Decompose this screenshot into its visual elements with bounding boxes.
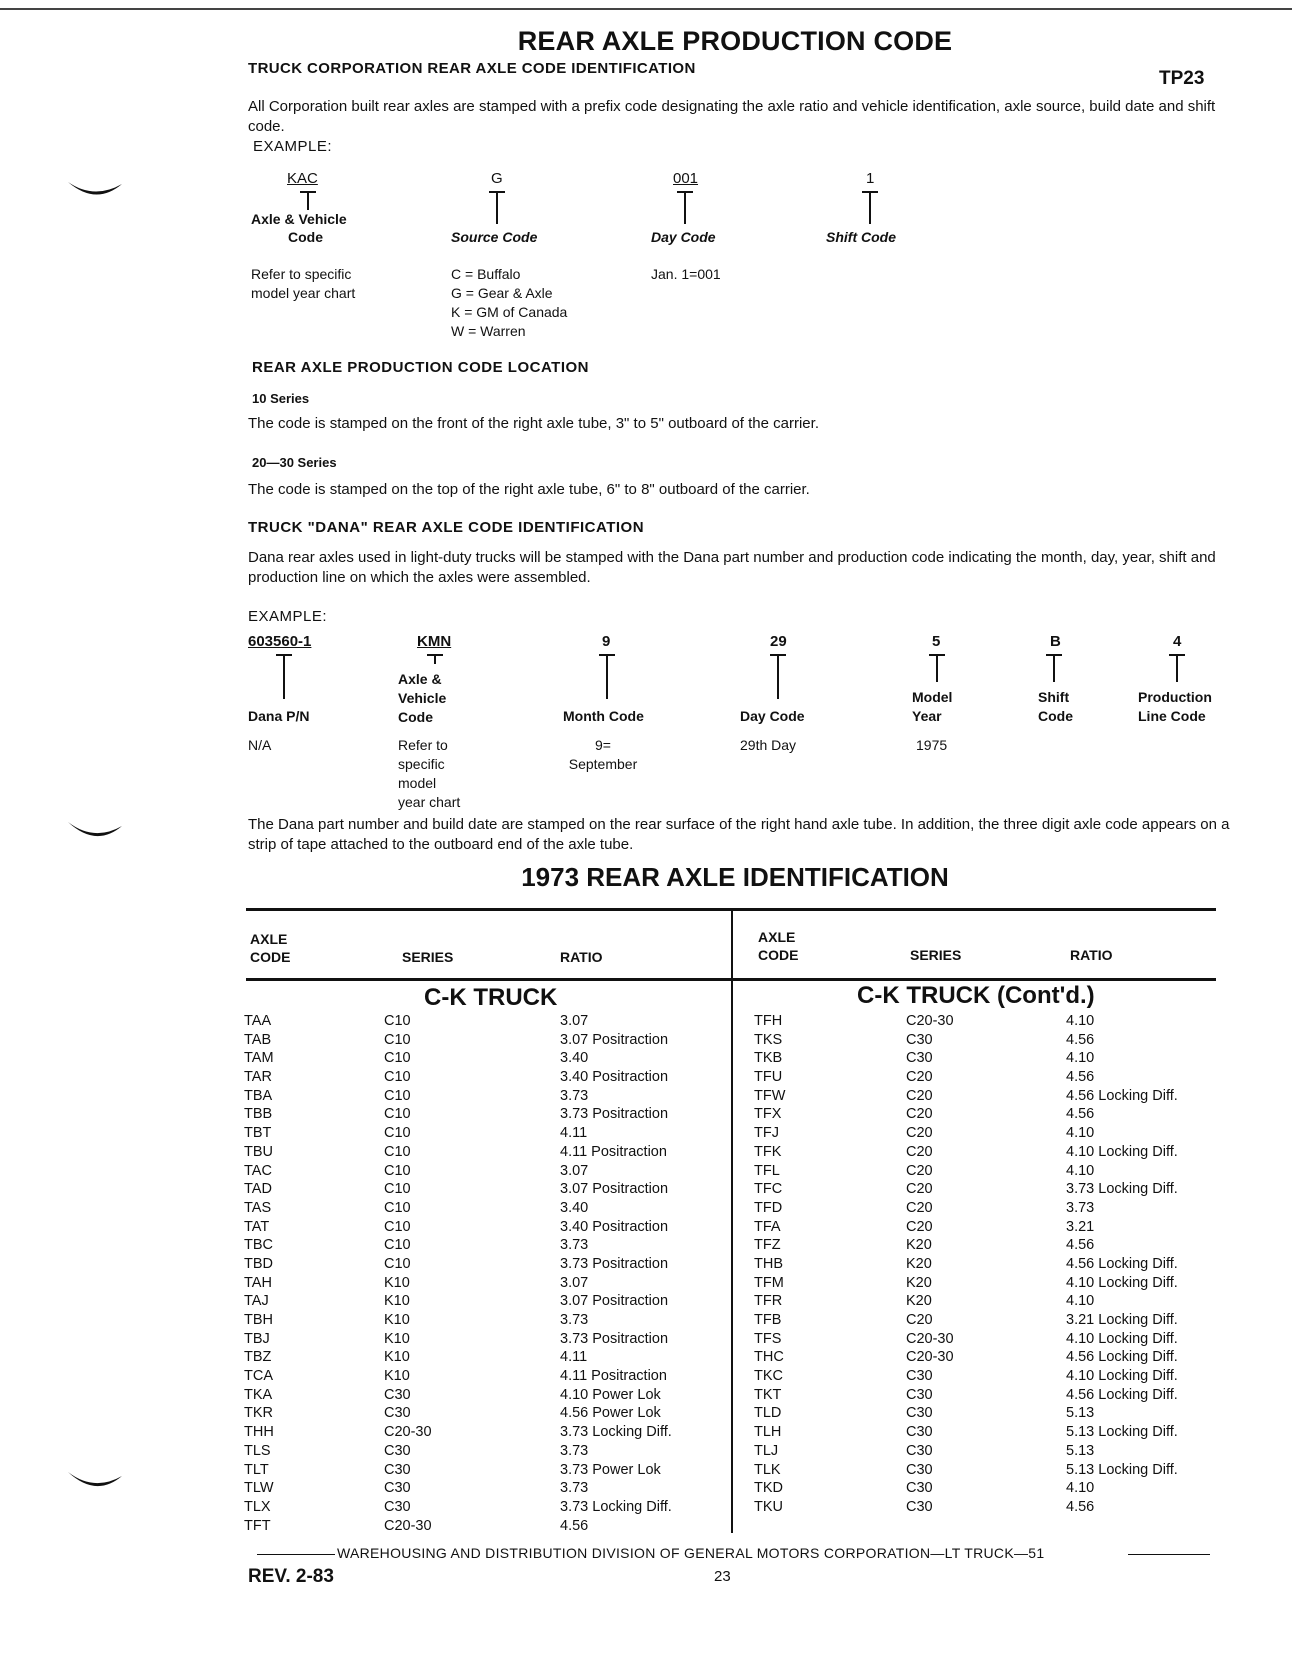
- table-row: [244, 1012, 730, 1031]
- ratio-cell: 3.73: [560, 1442, 589, 1459]
- dana-pn-label: Dana P/N: [248, 708, 310, 724]
- ratio-cell: 3.21 Locking Diff.: [1066, 1312, 1178, 1328]
- right-table-body: [750, 1012, 1220, 1517]
- dana-model-value: 1975: [916, 737, 948, 753]
- table-row: [750, 1386, 1220, 1405]
- source-code-example: G: [491, 170, 503, 187]
- table-row: [244, 1330, 730, 1349]
- dana-month-value: 9= September: [568, 737, 638, 772]
- series-cell: C10: [384, 1125, 411, 1142]
- table-row: [244, 1292, 730, 1311]
- series-cell: C20: [906, 1312, 933, 1328]
- axle-code-cell: TLH: [754, 1424, 782, 1441]
- dana-line-label: Production Line Code: [1138, 689, 1212, 724]
- table-row: [750, 1367, 1220, 1386]
- table-row: [244, 1311, 730, 1330]
- ratio-cell: 4.10 Locking Diff.: [1066, 1368, 1178, 1385]
- series-cell: C30: [906, 1424, 933, 1441]
- series-cell: C30: [384, 1405, 411, 1422]
- shift-code-label: Shift Code: [826, 229, 896, 245]
- table-row: [244, 1517, 730, 1536]
- axle-code-cell: THC: [754, 1349, 784, 1366]
- ratio-cell: 4.10: [1066, 1013, 1095, 1029]
- axle-code-cell: TFB: [754, 1312, 782, 1328]
- series-cell: K20: [906, 1274, 932, 1291]
- axle-code-cell: TFT: [244, 1517, 271, 1534]
- axle-code-cell: TFZ: [754, 1237, 781, 1254]
- series-cell: C20-30: [906, 1013, 954, 1029]
- axle-code-cell: TKD: [754, 1480, 783, 1497]
- series-cell: C10: [384, 1106, 411, 1123]
- table-row: [750, 1087, 1220, 1106]
- axle-code-cell: TLW: [244, 1480, 274, 1497]
- dana-day-label: Day Code: [740, 708, 805, 724]
- dana-day-value: 29th Day: [740, 737, 797, 753]
- table-row: [244, 1124, 730, 1143]
- axle-code-cell: TFR: [754, 1293, 783, 1310]
- dana-pn-value: N/A: [248, 737, 272, 753]
- series-cell: C20: [906, 1125, 933, 1142]
- axle-code-cell: TFU: [754, 1069, 783, 1086]
- dana-pn-code: 603560-1: [248, 633, 312, 650]
- table-row: [244, 1404, 730, 1423]
- col-axle-code-right: AXLE CODE: [758, 929, 799, 963]
- series-cell: C30: [906, 1031, 933, 1048]
- table-row: [750, 1199, 1220, 1218]
- ratio-cell: 4.10 Power Lok: [560, 1386, 661, 1403]
- ratio-cell: 4.56 Locking Diff.: [1066, 1349, 1178, 1366]
- ratio-cell: 4.10: [1066, 1050, 1095, 1067]
- ratio-cell: 4.11 Positraction: [560, 1368, 667, 1385]
- table-row: [244, 1218, 730, 1237]
- series-cell: K20: [906, 1237, 932, 1254]
- axle-code-cell: TFW: [754, 1087, 786, 1104]
- axle-code-cell: TFJ: [754, 1125, 779, 1142]
- ratio-cell: 3.07: [560, 1274, 589, 1291]
- series-cell: C30: [906, 1480, 933, 1497]
- dana-day-code: 29: [770, 633, 787, 650]
- axle-code-cell: TFK: [754, 1143, 782, 1160]
- ratio-cell: 3.73 Power Lok: [560, 1461, 661, 1478]
- table-row: [750, 1311, 1220, 1330]
- series-cell: C20-30: [384, 1517, 432, 1534]
- dana-axle-code: KMN: [417, 633, 452, 650]
- ratio-cell: 5.13 Locking Diff.: [1066, 1461, 1178, 1478]
- table-row: [244, 1367, 730, 1386]
- day-value: Jan. 1=001: [651, 266, 721, 282]
- ratio-cell: 3.73: [560, 1480, 589, 1497]
- series-cell: C30: [384, 1461, 411, 1478]
- table-row: [750, 1461, 1220, 1480]
- axle-code-cell: TKS: [754, 1031, 783, 1048]
- series-10-heading: 10 Series: [252, 391, 310, 406]
- ratio-cell: 3.73: [560, 1312, 589, 1328]
- ratio-cell: 5.13 Locking Diff.: [1066, 1424, 1178, 1441]
- ratio-cell: 3.73: [560, 1237, 589, 1254]
- series-10-text: The code is stamped on the front of the right axle tube, 3" to 5" outboard of the carrier.: [248, 415, 819, 432]
- ratio-cell: 4.56: [1066, 1498, 1095, 1515]
- axle-code-cell: TFD: [754, 1199, 783, 1216]
- table-row: [750, 1442, 1220, 1461]
- ratio-cell: 3.73: [1066, 1199, 1095, 1216]
- series-cell: C20: [906, 1199, 933, 1216]
- axle-code-cell: TBJ: [244, 1330, 270, 1347]
- ratio-cell: 3.07: [560, 1013, 589, 1029]
- col-series-left: SERIES: [402, 949, 454, 965]
- ratio-cell: 4.10: [1066, 1293, 1095, 1310]
- series-cell: C30: [906, 1386, 933, 1403]
- series-cell: C10: [384, 1162, 411, 1179]
- ratio-cell: 3.21: [1066, 1218, 1095, 1235]
- axle-code-cell: TLT: [244, 1461, 269, 1478]
- ratio-cell: 3.40: [560, 1050, 589, 1067]
- ratio-cell: 4.10: [1066, 1162, 1095, 1179]
- axle-code-cell: TKT: [754, 1386, 782, 1403]
- table-row: [244, 1162, 730, 1181]
- ratio-cell: 4.56: [1066, 1069, 1095, 1086]
- dana-axle-value: Refer to specific model year chart: [398, 737, 461, 810]
- series-2030-heading: 20—30 Series: [252, 455, 337, 470]
- ratio-cell: 4.56: [1066, 1106, 1095, 1123]
- ratio-cell: 4.56 Locking Diff.: [1066, 1087, 1178, 1104]
- table-row: [244, 1143, 730, 1162]
- series-cell: C30: [906, 1461, 933, 1478]
- table-title: 1973 REAR AXLE IDENTIFICATION: [521, 862, 949, 892]
- example-label: EXAMPLE:: [253, 138, 333, 155]
- series-cell: C30: [906, 1368, 933, 1385]
- ratio-cell: 3.07: [560, 1162, 589, 1179]
- table-row: [750, 1218, 1220, 1237]
- series-cell: C10: [384, 1031, 411, 1048]
- axle-code-cell: TAT: [244, 1218, 270, 1235]
- axle-code-cell: TFM: [754, 1274, 784, 1291]
- axle-code-cell: TFX: [754, 1106, 782, 1123]
- ratio-cell: 4.10: [1066, 1125, 1095, 1142]
- table-row: [244, 1105, 730, 1124]
- series-cell: C30: [906, 1050, 933, 1067]
- axle-code-cell: TFC: [754, 1181, 783, 1198]
- series-cell: K10: [384, 1293, 410, 1310]
- ratio-cell: 3.73 Locking Diff.: [1066, 1181, 1178, 1198]
- axle-code-cell: TBT: [244, 1125, 272, 1142]
- table-row: [244, 1031, 730, 1050]
- series-cell: C20: [906, 1143, 933, 1160]
- dana-note: The Dana part number and build date are stamped on the rear surface of the right hand axle tube. In addition, the three digit axle code appears on a strip of tape attached to the outboard end of the axle tube.: [248, 816, 1230, 853]
- ratio-cell: 3.07 Positraction: [560, 1181, 669, 1198]
- series-cell: C10: [384, 1013, 411, 1029]
- ratio-cell: 3.73 Locking Diff.: [560, 1498, 672, 1515]
- series-cell: C10: [384, 1199, 411, 1216]
- table-row: [244, 1498, 730, 1517]
- series-cell: C10: [384, 1143, 411, 1160]
- axle-code-cell: THB: [754, 1255, 783, 1272]
- series-cell: K10: [384, 1330, 410, 1347]
- series-cell: C30: [906, 1498, 933, 1515]
- series-cell: C30: [906, 1442, 933, 1459]
- table-row: [750, 1068, 1220, 1087]
- table-row: [750, 1143, 1220, 1162]
- table-row: [750, 1049, 1220, 1068]
- dana-month-label: Month Code: [563, 708, 644, 724]
- ratio-cell: 3.73 Positraction: [560, 1106, 669, 1123]
- axle-code-cell: TKA: [244, 1386, 273, 1403]
- series-cell: C10: [384, 1181, 411, 1198]
- table-row: [750, 1423, 1220, 1442]
- ratio-cell: 5.13: [1066, 1405, 1095, 1422]
- ratio-cell: 3.07 Positraction: [560, 1031, 669, 1048]
- intro-paragraph: All Corporation built rear axles are stamped with a prefix code designating the axle ratio and vehicle identification, axle source, build date and shift code.: [248, 98, 1216, 135]
- axle-code-cell: TLK: [754, 1461, 781, 1478]
- series-cell: C10: [384, 1218, 411, 1235]
- series-2030-text: The code is stamped on the top of the right axle tube, 6" to 8" outboard of the carrier.: [248, 481, 810, 498]
- axle-code-example: KAC: [287, 170, 318, 187]
- series-cell: C20: [906, 1087, 933, 1104]
- table-row: [244, 1461, 730, 1480]
- axle-code-cell: TBB: [244, 1106, 273, 1123]
- table-row: [750, 1479, 1220, 1498]
- ratio-cell: 3.40 Positraction: [560, 1218, 669, 1235]
- ratio-cell: 3.73 Locking Diff.: [560, 1424, 672, 1441]
- table-row: [750, 1292, 1220, 1311]
- ratio-cell: 3.40 Positraction: [560, 1069, 669, 1086]
- series-cell: C20-30: [906, 1349, 954, 1366]
- table-row: [750, 1236, 1220, 1255]
- ratio-cell: 3.07 Positraction: [560, 1293, 669, 1310]
- series-cell: C20-30: [906, 1330, 954, 1347]
- ratio-cell: 4.56: [560, 1517, 589, 1534]
- axle-code-cell: TAC: [244, 1162, 272, 1179]
- series-cell: K20: [906, 1293, 932, 1310]
- ratio-cell: 4.11: [560, 1349, 588, 1366]
- col-series-right: SERIES: [910, 947, 962, 963]
- series-cell: C20: [906, 1162, 933, 1179]
- ratio-cell: 4.10: [1066, 1480, 1095, 1497]
- axle-code-cell: TBD: [244, 1255, 273, 1272]
- series-cell: K20: [906, 1255, 932, 1272]
- series-cell: K10: [384, 1368, 410, 1385]
- axle-code-cell: TKC: [754, 1368, 783, 1385]
- source-values: C = Buffalo G = Gear & Axle K = GM of Canada W = Warren: [451, 266, 568, 339]
- revision-label: REV. 2-83: [248, 1566, 334, 1587]
- series-cell: C10: [384, 1069, 411, 1086]
- series-cell: C10: [384, 1087, 411, 1104]
- series-cell: C10: [384, 1255, 411, 1272]
- axle-code-cell: TFL: [754, 1162, 780, 1179]
- series-cell: K10: [384, 1349, 410, 1366]
- dana-shift-label: Shift Code: [1038, 689, 1073, 724]
- axle-vehicle-label: Axle & Vehicle: [251, 211, 347, 227]
- series-cell: C10: [384, 1237, 411, 1254]
- dana-shift-code: B: [1050, 633, 1061, 650]
- ratio-cell: 4.56: [1066, 1237, 1095, 1254]
- axle-vehicle-label-2: Code: [288, 229, 323, 245]
- axle-code-cell: TKU: [754, 1498, 783, 1515]
- table-row: [750, 1031, 1220, 1050]
- dana-example-label: EXAMPLE:: [248, 608, 328, 625]
- table-row: [750, 1274, 1220, 1293]
- series-cell: K10: [384, 1274, 410, 1291]
- ratio-cell: 3.73 Positraction: [560, 1330, 669, 1347]
- day-code-label: Day Code: [651, 229, 716, 245]
- table-divider: [731, 910, 733, 1533]
- table-row: [750, 1404, 1220, 1423]
- punch-mark-icon: [66, 818, 126, 848]
- axle-code-cell: TBH: [244, 1312, 273, 1328]
- series-cell: C10: [384, 1050, 411, 1067]
- table-row: [244, 1087, 730, 1106]
- axle-code-cell: TFA: [754, 1218, 781, 1235]
- left-table-body: [244, 1012, 730, 1535]
- ratio-cell: 4.10 Locking Diff.: [1066, 1274, 1178, 1291]
- axle-code-cell: TBZ: [244, 1349, 272, 1366]
- axle-code-cell: TBC: [244, 1237, 273, 1254]
- dana-line-code: 4: [1173, 633, 1182, 650]
- ratio-cell: 4.56: [1066, 1031, 1095, 1048]
- punch-mark-icon: [66, 176, 126, 206]
- table-row: [750, 1012, 1220, 1031]
- axle-code-cell: TAD: [244, 1181, 272, 1198]
- col-axle-code-left: AXLE CODE: [250, 931, 291, 965]
- ratio-cell: 3.40: [560, 1199, 589, 1216]
- dana-model-label: Model Year: [912, 689, 953, 724]
- table-row: [750, 1498, 1220, 1517]
- table-row: [750, 1255, 1220, 1274]
- series-cell: C30: [906, 1405, 933, 1422]
- axle-code-cell: TKB: [754, 1050, 783, 1067]
- axle-code-cell: TCA: [244, 1368, 273, 1385]
- table-row: [244, 1348, 730, 1367]
- dana-model-code: 5: [932, 633, 941, 650]
- axle-code-cell: TAA: [244, 1013, 272, 1029]
- axle-code-cell: TAS: [244, 1199, 272, 1216]
- table-row: [244, 1386, 730, 1405]
- day-code-example: 001: [673, 170, 699, 187]
- series-cell: C30: [384, 1498, 411, 1515]
- axle-code-cell: TLS: [244, 1442, 271, 1459]
- table-row: [244, 1423, 730, 1442]
- axle-code-cell: TLD: [754, 1405, 782, 1422]
- axle-code-cell: TLJ: [754, 1442, 779, 1459]
- page-code: TP23: [1159, 68, 1205, 89]
- axle-code-cell: TAJ: [244, 1293, 269, 1310]
- location-heading: REAR AXLE PRODUCTION CODE LOCATION: [252, 359, 590, 376]
- col-ratio-left: RATIO: [560, 949, 603, 965]
- table-row: [244, 1442, 730, 1461]
- ratio-cell: 4.11 Positraction: [560, 1143, 667, 1160]
- axle-code-cell: TBA: [244, 1087, 273, 1104]
- footer-text: WAREHOUSING AND DISTRIBUTION DIVISION OF GENERAL MOTORS CORPORATION—LT TRUCK—51: [337, 1545, 1045, 1561]
- table-row: [750, 1124, 1220, 1143]
- series-cell: C20: [906, 1106, 933, 1123]
- ratio-cell: 3.73: [560, 1087, 589, 1104]
- table-row: [244, 1274, 730, 1293]
- axle-code-cell: TFH: [754, 1013, 783, 1029]
- col-ratio-right: RATIO: [1070, 947, 1113, 963]
- table-row: [244, 1479, 730, 1498]
- group-ck-truck: C-K TRUCK: [424, 984, 558, 1011]
- axle-code-cell: TAM: [244, 1050, 274, 1067]
- ratio-cell: 4.11: [560, 1125, 588, 1142]
- series-cell: C30: [384, 1480, 411, 1497]
- series-cell: C20-30: [384, 1424, 432, 1441]
- source-code-label: Source Code: [451, 229, 538, 245]
- series-cell: C20: [906, 1181, 933, 1198]
- table-row: [244, 1049, 730, 1068]
- series-cell: C20: [906, 1069, 933, 1086]
- axle-code-cell: TAB: [244, 1031, 272, 1048]
- ratio-cell: 4.10 Locking Diff.: [1066, 1143, 1178, 1160]
- ratio-cell: 3.73 Positraction: [560, 1255, 669, 1272]
- page-subtitle: TRUCK CORPORATION REAR AXLE CODE IDENTIFICATION: [248, 60, 696, 77]
- table-row: [750, 1330, 1220, 1349]
- table-row: [244, 1255, 730, 1274]
- axle-code-cell: TFS: [754, 1330, 782, 1347]
- page-title: REAR AXLE PRODUCTION CODE: [517, 26, 953, 56]
- series-cell: C20: [906, 1218, 933, 1235]
- table-row: [244, 1068, 730, 1087]
- table-row: [750, 1348, 1220, 1367]
- axle-code-cell: TAR: [244, 1069, 272, 1086]
- axle-code-cell: THH: [244, 1424, 274, 1441]
- axle-code-cell: TAH: [244, 1274, 272, 1291]
- punch-mark-icon: [66, 1468, 126, 1498]
- top-rule: [0, 8, 1292, 10]
- ratio-cell: 5.13: [1066, 1442, 1095, 1459]
- ratio-cell: 4.56 Locking Diff.: [1066, 1386, 1178, 1403]
- table-row: [244, 1199, 730, 1218]
- axle-desc: Refer to specific model year chart: [251, 266, 356, 301]
- series-cell: C30: [384, 1442, 411, 1459]
- axle-code-cell: TBU: [244, 1143, 273, 1160]
- page-number: 23: [714, 1568, 731, 1585]
- table-row: [244, 1236, 730, 1255]
- series-cell: C30: [384, 1386, 411, 1403]
- ratio-cell: 4.56 Locking Diff.: [1066, 1255, 1178, 1272]
- shift-code-example: 1: [866, 170, 875, 187]
- dana-paragraph: Dana rear axles used in light-duty trucks will be stamped with the Dana part number and production code indicating the month, day, year, shift and production line on which the axles were assembled.: [248, 549, 1216, 586]
- table-row: [750, 1105, 1220, 1124]
- group-ck-truck-contd: C-K TRUCK (Cont'd.): [857, 982, 1095, 1009]
- axle-code-cell: TKR: [244, 1405, 273, 1422]
- dana-heading: TRUCK "DANA" REAR AXLE CODE IDENTIFICATION: [248, 519, 645, 536]
- ratio-cell: 4.56 Power Lok: [560, 1405, 661, 1422]
- ratio-cell: 4.10 Locking Diff.: [1066, 1330, 1178, 1347]
- table-row: [244, 1180, 730, 1199]
- axle-code-cell: TLX: [244, 1498, 271, 1515]
- dana-month-code: 9: [602, 633, 611, 650]
- series-cell: K10: [384, 1312, 410, 1328]
- dana-axle-label: Axle & Vehicle Code: [398, 671, 447, 725]
- table-row: [750, 1180, 1220, 1199]
- table-row: [750, 1162, 1220, 1181]
